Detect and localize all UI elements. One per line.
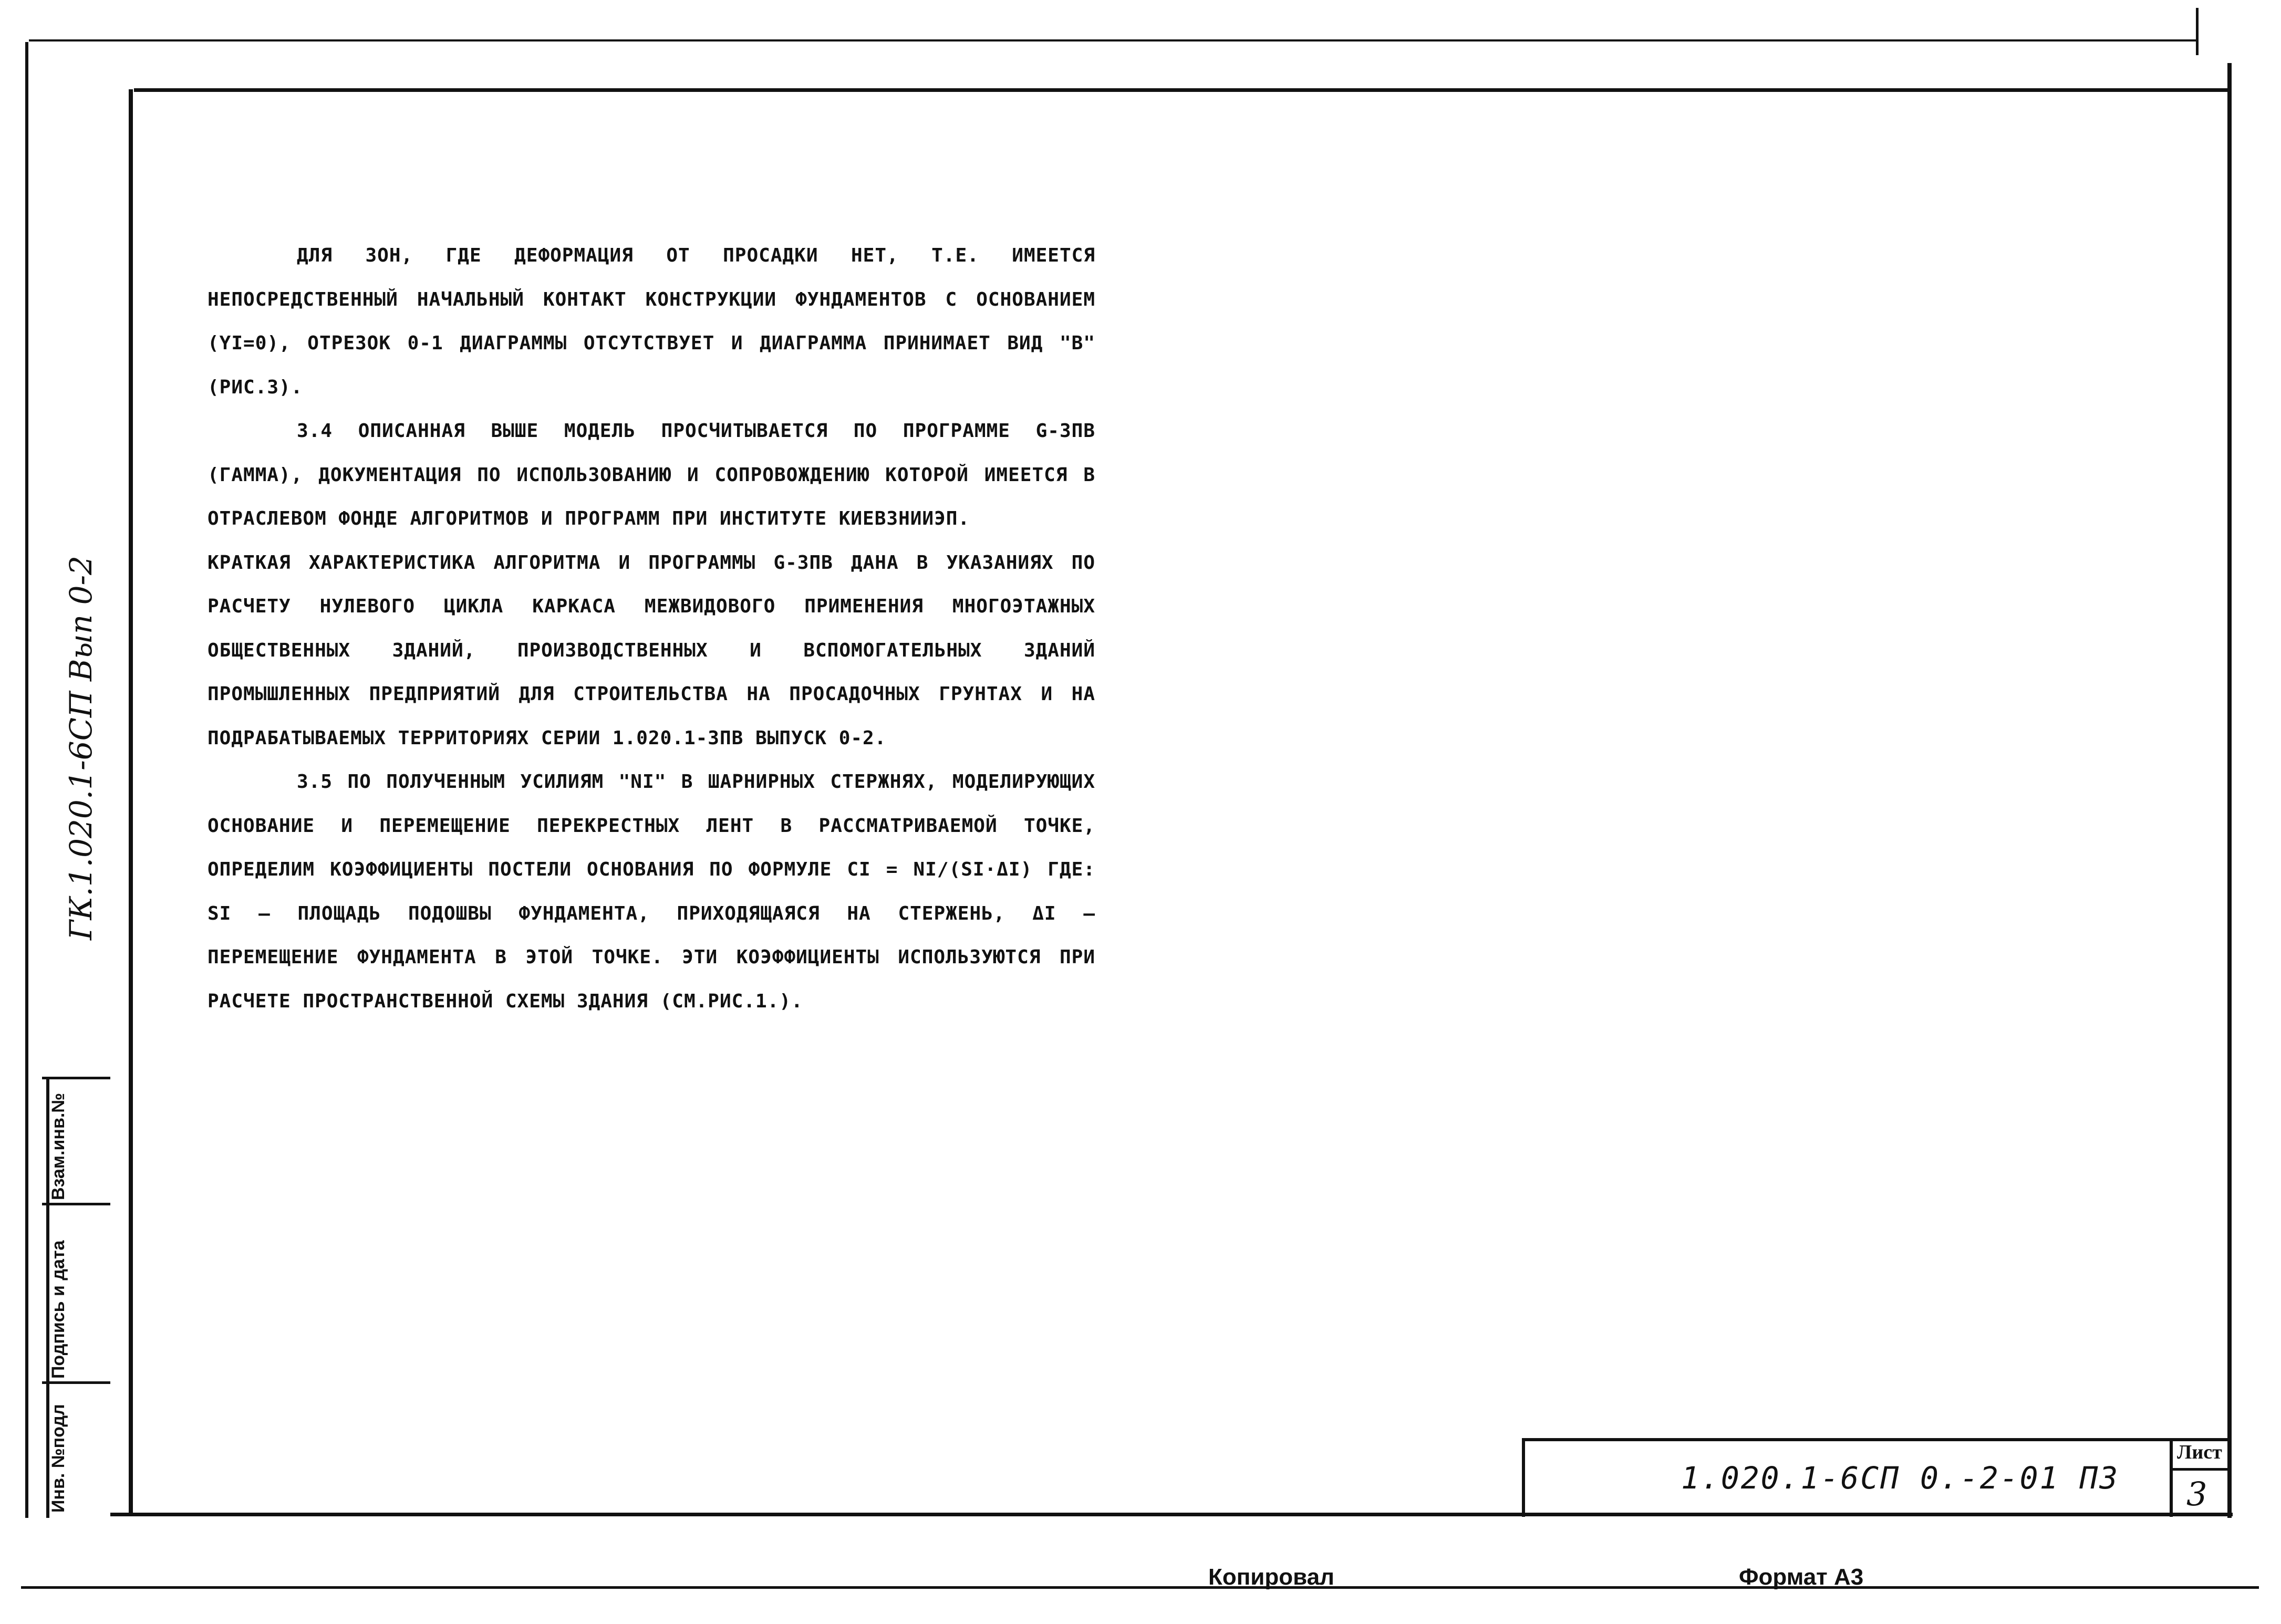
stamp-inv-no: Инв. №подл xyxy=(48,1404,68,1513)
outer-right-line xyxy=(2196,8,2199,55)
sheet-number: 3 xyxy=(2186,1475,2207,1513)
frame-top-line xyxy=(134,88,2230,92)
page-bottom-edge xyxy=(21,1586,2259,1589)
paragraph-4: 3.5 ПО ПОЛУЧЕННЫМ УСИЛИЯМ "NI" В ШАРНИРНЫХ СТЕРЖНЯХ, МОДЕЛИРУЮЩИХ ОСНОВАНИЕ И ПЕРЕМЕЩЕНИЕ ПЕРЕКРЕСТНЫХ ЛЕНТ В РАССМАТРИВАЕМОЙ ТОЧКЕ, ОПРЕДЕЛИМ КОЭФФИЦИЕНТЫ ПОСТЕЛИ ОСНОВАНИЯ ПО ФОРМУЛЕ CI = NI/(SI·ΔI) ГДЕ: SI – ПЛОЩАДЬ ПОДОШВЫ ФУНДАМЕНТА, ПРИХОДЯЩАЯСЯ НА СТЕРЖЕНЬ, ΔI – ПЕРЕМЕЩЕНИЕ ФУНДАМЕНТА В ЭТОЙ ТОЧКЕ. ЭТИ КОЭФФИЦИЕНТЫ ИСПОЛЬЗУЮТСЯ ПРИ РАСЧЕТЕ ПРОСТРАНСТВЕННОЙ СХЕМЫ ЗДАНИЯ (СМ.РИС.1.). xyxy=(208,771,1095,1012)
copied-by-label: Копировал xyxy=(1208,1564,1335,1590)
stamp-divider-2 xyxy=(42,1203,110,1205)
outer-left-line xyxy=(25,42,28,1518)
title-block-sheet-hline xyxy=(2170,1468,2230,1471)
frame-right-line xyxy=(2227,63,2232,1518)
stamp-divider-1 xyxy=(42,1077,110,1079)
document-body xyxy=(208,234,1095,1023)
title-block-top xyxy=(1523,1438,2230,1441)
paragraph-2: 3.4 ОПИСАННАЯ ВЫШЕ МОДЕЛЬ ПРОСЧИТЫВАЕТСЯ ПО ПРОГРАММЕ G-ЗПВ (ГАММА), ДОКУМЕНТАЦИЯ ПО ИСПОЛЬЗОВАНИЮ И СОПРОВОЖДЕНИЮ КОТОРОЙ ИМЕЕТСЯ В ОТРАСЛЕВОМ ФОНДЕ АЛГОРИТМОВ И ПРОГРАММ ПРИ ИНСТИТУТЕ КИЕВЗНИИЭП. xyxy=(208,420,1095,529)
frame-bottom-line xyxy=(110,1513,2233,1516)
stamp-signature-date: Подпись и дата xyxy=(48,1240,68,1379)
frame-left-line xyxy=(129,89,133,1515)
document-number: 1.020.1-6СП 0.-2-01 ПЗ xyxy=(1681,1460,2120,1496)
side-label: ГК.1.020.1-6СП Вып 0-2 xyxy=(63,555,99,940)
title-block-sheet-divider xyxy=(2170,1438,2173,1517)
sheet-label: Лист xyxy=(2177,1441,2222,1463)
title-block-left xyxy=(1522,1438,1525,1517)
stamp-replaced-inv: Взам.инв.№ xyxy=(48,1092,68,1200)
stamp-divider-3 xyxy=(42,1381,110,1384)
paragraph-1: ДЛЯ ЗОН, ГДЕ ДЕФОРМАЦИЯ ОТ ПРОСАДКИ НЕТ, Т.Е. ИМЕЕТСЯ НЕПОСРЕДСТВЕННЫЙ НАЧАЛЬНЫЙ КОНТАКТ КОНСТРУКЦИИ ФУНДАМЕНТОВ С ОСНОВАНИЕМ (YI=0), ОТРЕЗОК 0-1 ДИАГРАММЫ ОТСУТСТВУЕТ И ДИАГРАММА ПРИНИМАЕТ ВИД "В" (РИС.3). xyxy=(208,245,1095,398)
format-label: Формат А3 xyxy=(1739,1564,1864,1590)
paragraph-3: КРАТКАЯ ХАРАКТЕРИСТИКА АЛГОРИТМА И ПРОГРАММЫ G-ЗПВ ДАНА В УКАЗАНИЯХ ПО РАСЧЕТУ НУЛЕВОГО ЦИКЛА КАРКАСА МЕЖВИДОВОГО ПРИМЕНЕНИЯ МНОГОЭТАЖНЫХ ОБЩЕСТВЕННЫХ ЗДАНИЙ, ПРОИЗВОДСТВЕННЫХ И ВСПОМОГАТЕЛЬНЫХ ЗДАНИЙ ПРОМЫШЛЕННЫХ ПРЕДПРИЯТИЙ ДЛЯ СТРОИТЕЛЬСТВА НА ПРОСАДОЧНЫХ ГРУНТАХ И НА ПОДРАБАТЫВАЕМЫХ ТЕРРИТОРИЯХ СЕРИИ 1.020.1-3ПВ ВЫПУСК 0-2. xyxy=(208,551,1095,749)
outer-top-line xyxy=(29,39,2199,41)
